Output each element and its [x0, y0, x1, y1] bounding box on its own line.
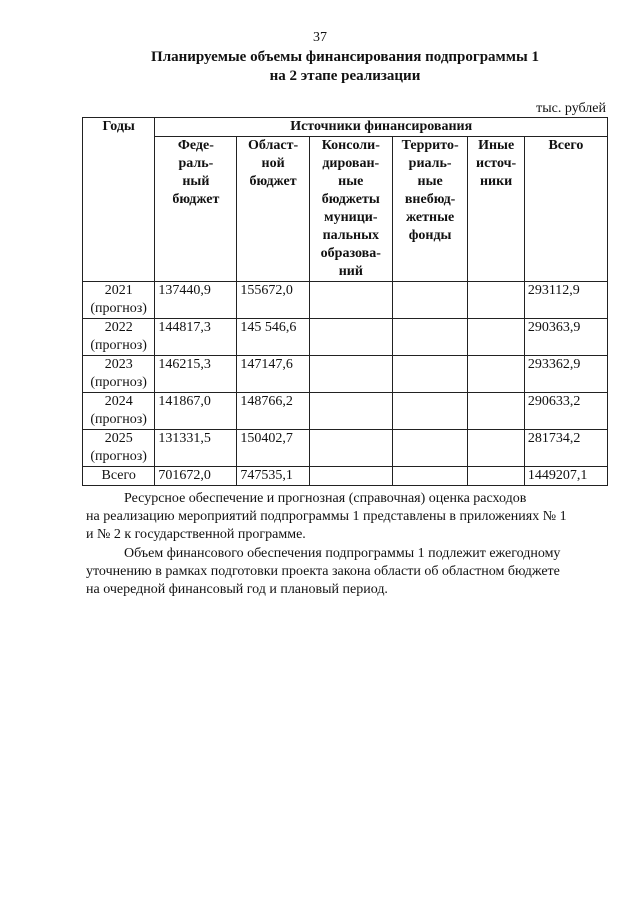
header-total — [524, 137, 607, 282]
territorial-cell — [392, 467, 468, 486]
header-line: Иные — [478, 138, 515, 153]
header-line: фонды — [408, 228, 452, 243]
header-line: Област- — [247, 138, 299, 153]
header-line: Всего — [548, 138, 584, 153]
regional-cell: 150402,7 — [237, 430, 309, 467]
federal-cell: 137440,9 — [155, 282, 237, 319]
year-cell: 2021 (прогноз) — [83, 282, 155, 319]
paragraph-line: на очередной финансовый год и плановый период. — [86, 582, 388, 597]
header-consolidated-budgets — [309, 137, 392, 282]
header-years: Годы — [83, 118, 155, 282]
header-line: Террито- — [401, 138, 459, 153]
header-line: раль- — [178, 156, 214, 171]
regional-cell: 747535,1 — [237, 467, 309, 486]
header-line: ний — [338, 264, 363, 279]
federal-cell: 141867,0 — [155, 393, 237, 430]
header-line: бюджеты — [321, 192, 380, 207]
regional-cell: 148766,2 — [237, 393, 309, 430]
header-sources: Источники финансирования — [155, 118, 608, 137]
regional-cell: 145 546,6 — [237, 319, 309, 356]
table-subheader-row — [83, 137, 608, 282]
consolidated-cell — [309, 319, 392, 356]
paragraph-line: и № 2 к государственной программе. — [86, 527, 306, 542]
document-title — [0, 48, 640, 86]
other-cell — [468, 430, 524, 467]
table-total-row — [83, 467, 608, 486]
paragraph-line: уточнению в рамках подготовки проекта закона области об областном бюджете — [86, 564, 560, 579]
other-cell — [468, 319, 524, 356]
regional-cell: 147147,6 — [237, 356, 309, 393]
header-other-sources — [468, 137, 524, 282]
territorial-cell — [392, 282, 468, 319]
other-cell — [468, 467, 524, 486]
paragraph-line: на реализацию мероприятий подпрограммы 1 представлены в приложениях № 1 — [86, 509, 567, 524]
total-cell: 290363,9 — [524, 319, 607, 356]
federal-cell: 144817,3 — [155, 319, 237, 356]
year-cell: 2023 (прогноз) — [83, 356, 155, 393]
total-cell: 1449207,1 — [524, 467, 607, 486]
header-line: ной — [261, 156, 285, 171]
year-cell: 2024 (прогноз) — [83, 393, 155, 430]
table-row — [83, 282, 608, 319]
header-line: ники — [479, 174, 513, 189]
regional-cell: 155672,0 — [237, 282, 309, 319]
consolidated-cell — [309, 393, 392, 430]
header-line: бюджет — [172, 192, 220, 207]
header-line: жетные — [405, 210, 455, 225]
header-line: муници- — [324, 210, 378, 225]
header-line: риаль- — [408, 156, 452, 171]
consolidated-cell — [309, 356, 392, 393]
header-regional-budget — [237, 137, 309, 282]
consolidated-cell — [309, 467, 392, 486]
paragraph-resources — [86, 490, 610, 544]
year-cell: 2022 (прогноз) — [83, 319, 155, 356]
other-cell — [468, 393, 524, 430]
header-federal-budget — [155, 137, 237, 282]
title-line-2: на 2 этапе реализации — [269, 68, 421, 84]
total-cell: 290633,2 — [524, 393, 607, 430]
total-cell: 293112,9 — [524, 282, 607, 319]
header-line: внебюд- — [404, 192, 456, 207]
header-line: Консоли- — [321, 138, 380, 153]
total-cell: 281734,2 — [524, 430, 607, 467]
paragraph-funding — [86, 545, 610, 599]
total-cell: 293362,9 — [524, 356, 607, 393]
paragraph-line: Ресурсное обеспечение и прогнозная (справочная) оценка расходов — [124, 491, 527, 506]
federal-cell: 146215,3 — [155, 356, 237, 393]
table-row — [83, 430, 608, 467]
consolidated-cell — [309, 430, 392, 467]
table-row — [83, 393, 608, 430]
header-line: Феде- — [177, 138, 214, 153]
units-label: тыс. рублей — [536, 101, 606, 116]
title-line-1: Планируемые объемы финансирования подпрограммы 1 — [151, 49, 539, 65]
total-label-cell: Всего — [83, 467, 155, 486]
header-line: ные — [338, 174, 364, 189]
other-cell — [468, 282, 524, 319]
federal-cell: 131331,5 — [155, 430, 237, 467]
territorial-cell — [392, 393, 468, 430]
territorial-cell — [392, 356, 468, 393]
header-line: источ- — [476, 156, 517, 171]
federal-cell: 701672,0 — [155, 467, 237, 486]
header-line: пальных — [322, 228, 380, 243]
territorial-cell — [392, 319, 468, 356]
table-row — [83, 356, 608, 393]
page-number: 37 — [313, 30, 327, 45]
financing-table — [82, 117, 608, 486]
table-header-row — [83, 118, 608, 137]
header-line: образова- — [320, 246, 381, 261]
header-line: бюджет — [249, 174, 297, 189]
other-cell — [468, 356, 524, 393]
header-line: дирован- — [322, 156, 380, 171]
year-cell: 2025 (прогноз) — [83, 430, 155, 467]
header-territorial-funds — [392, 137, 468, 282]
territorial-cell — [392, 430, 468, 467]
paragraph-line: Объем финансового обеспечения подпрограммы 1 подлежит ежегодному — [124, 546, 561, 561]
consolidated-cell — [309, 282, 392, 319]
header-line: ные — [417, 174, 443, 189]
table-row — [83, 319, 608, 356]
header-line: ный — [182, 174, 210, 189]
